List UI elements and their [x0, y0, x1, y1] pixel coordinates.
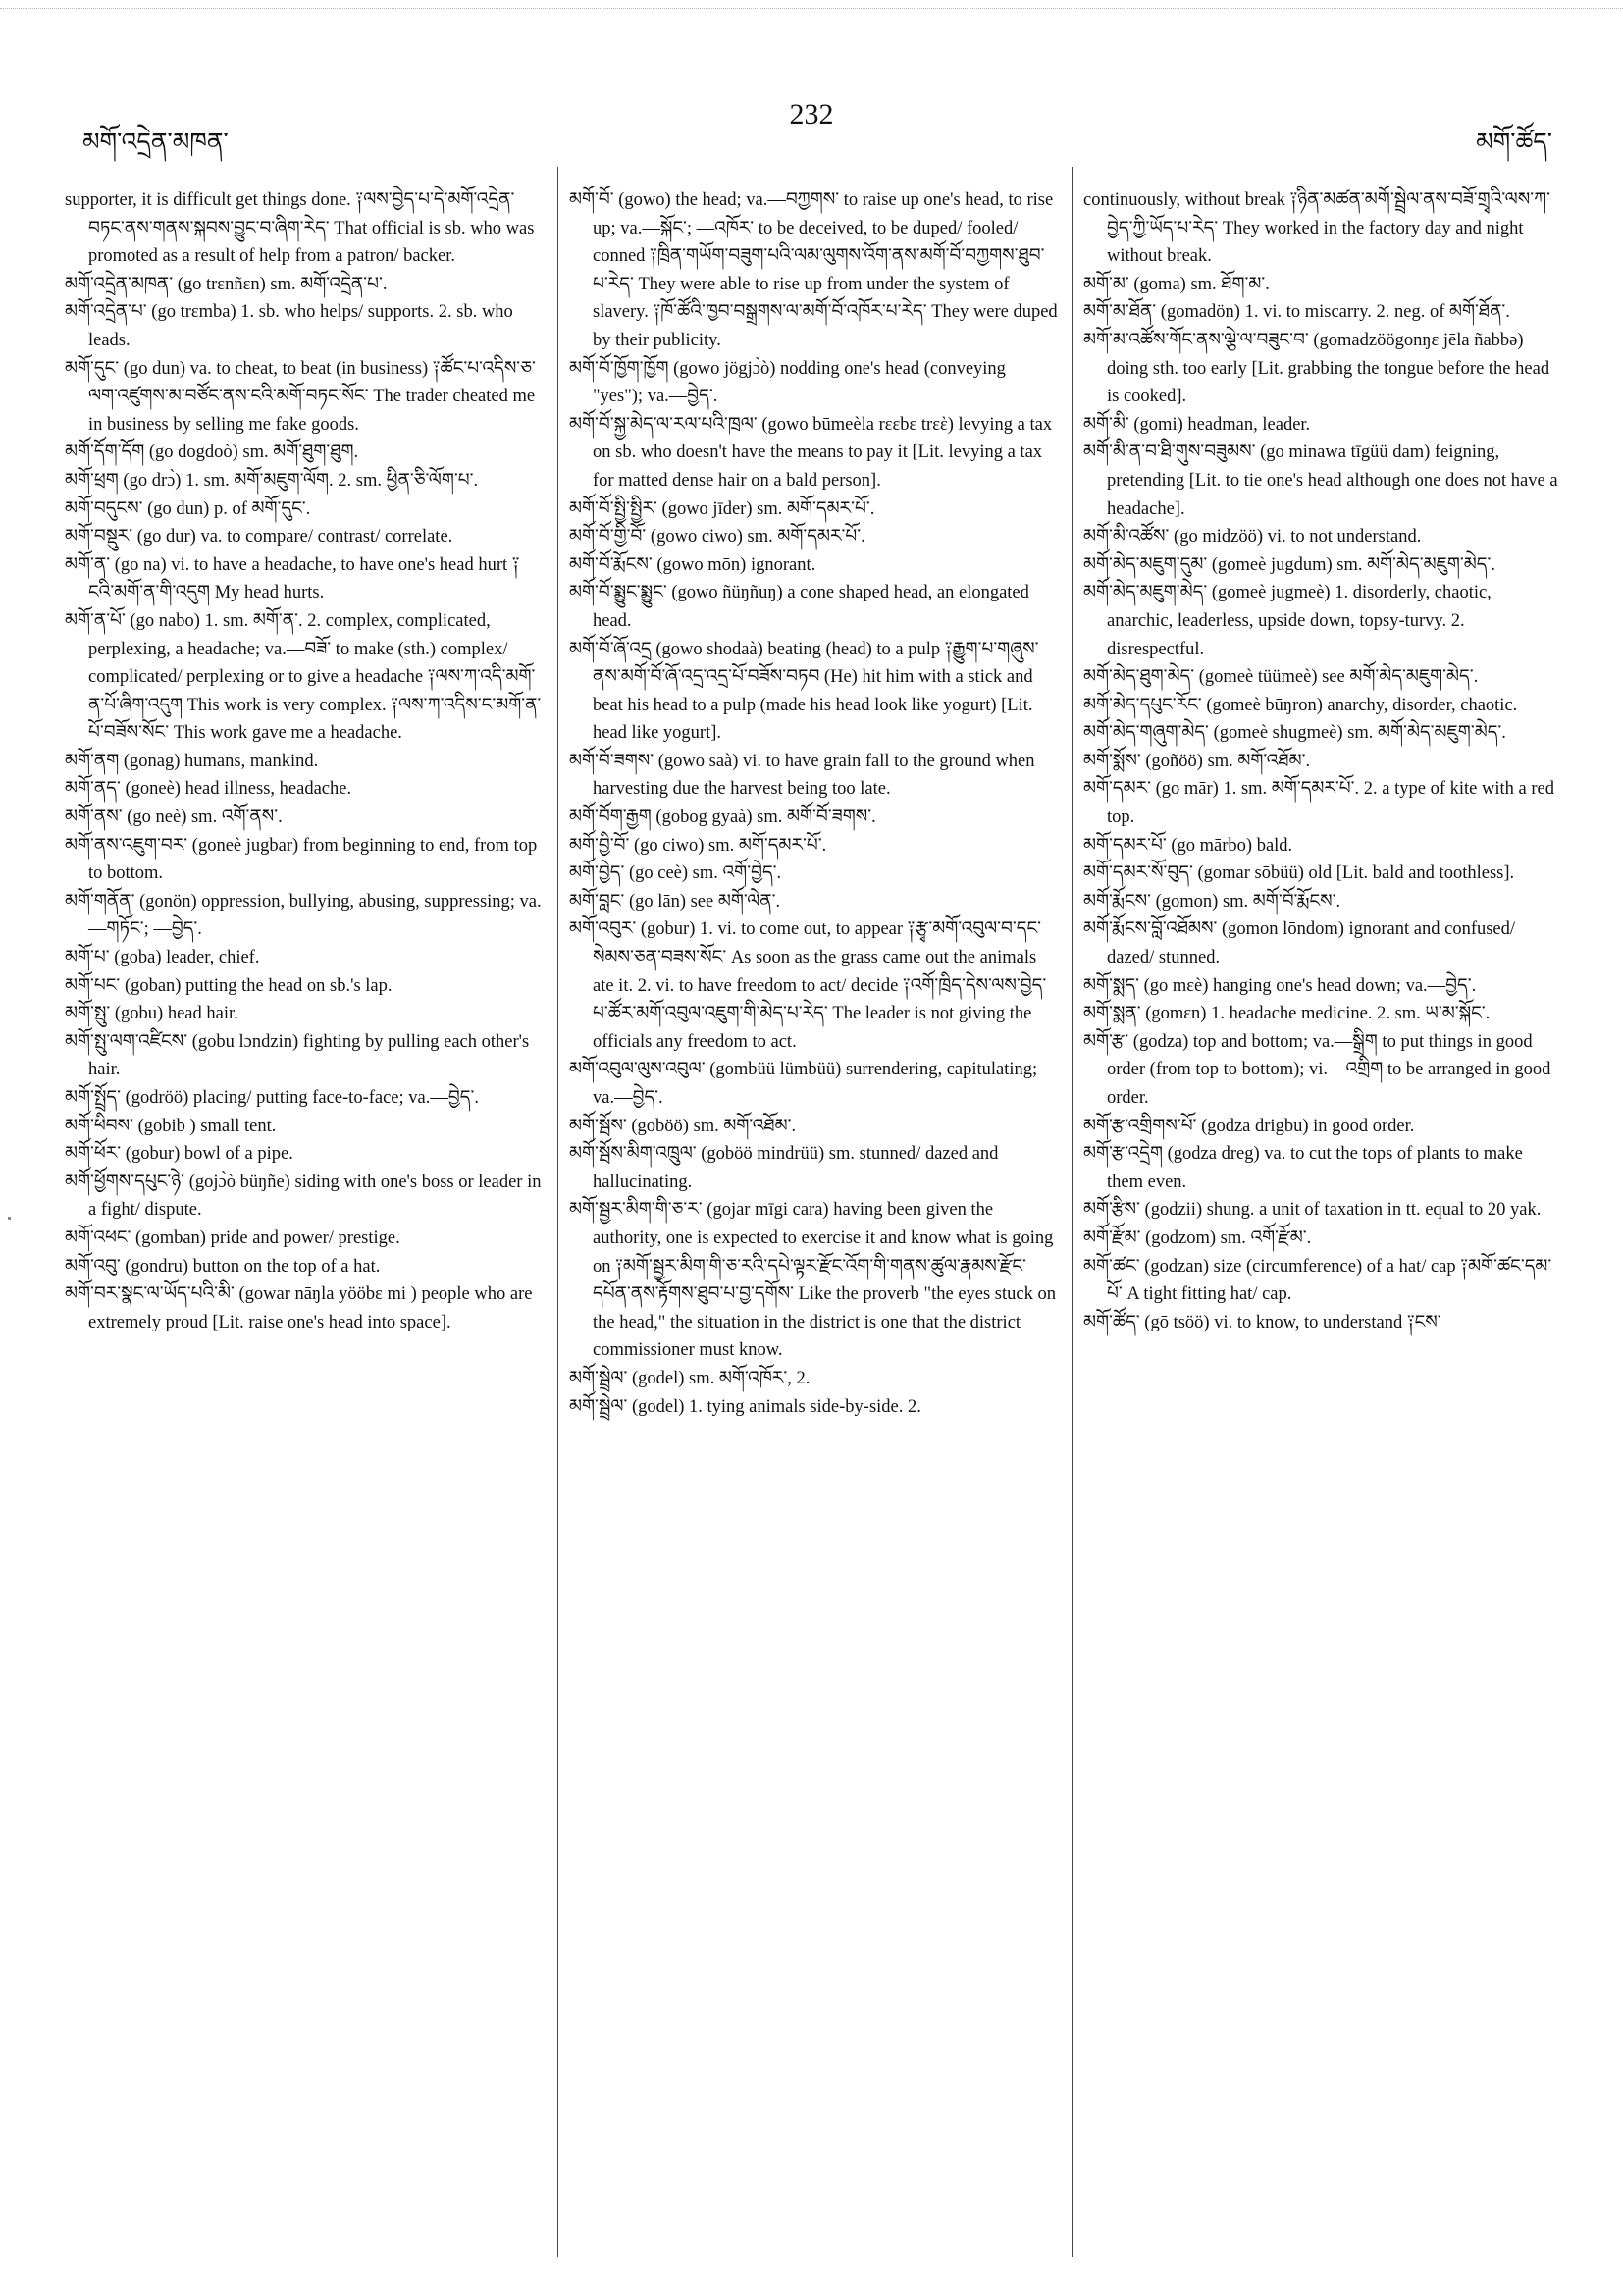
dictionary-entry: མགོ་བོ་རྨོངས་ (gowo mōn) ignorant. — [569, 554, 816, 575]
dictionary-entry: མགོ་སྨོས་ (goñöö) sm. མགོ་འཐོམ་. — [1083, 751, 1311, 771]
dictionary-entry: མགོ་བྱེད་ (go ceè) sm. འགོ་བྱེད་. — [569, 863, 782, 884]
dictionary-entry: མགོ་འདྲེན་མཁན་ (go trεnñεn) sm. མགོ་འདྲེན་པ་. — [65, 274, 388, 294]
dictionary-entry: མགོ་རྨོངས་ (gomon) sm. མགོ་བོ་རྨོངས་. — [1083, 891, 1341, 912]
dictionary-entry: མགོ་རྨོངས་བློ་འཐོམས་ (gomon lōndom) ignorant and confused/ dazed/ stunned. — [1083, 919, 1516, 968]
dictionary-entry: མགོ་སྨད་ (go mεè) hanging one's head down; va.—བྱེད་. — [1083, 975, 1477, 996]
dictionary-entry: མགོ་མེད་དཔུང་རོང་ (gomeè būŋron) anarchy, disorder, chaotic. — [1083, 695, 1518, 715]
dictionary-entry: མགོ་རྩ་ (godza) top and bottom; va.—སྒྲིག to put things in good order (from top to bottom); vi.—འགྲིག to be arranged in good order. — [1083, 1031, 1551, 1108]
dictionary-entry: མགོ་བར་སྣང་ལ་ཡོད་པའི་མི་ (gowar nāŋla yööbε mi ) people who are extremely proud [Lit. raise one's head into space]. — [65, 1284, 533, 1332]
dictionary-entry: མགོ་སྦོས་ (goböö) sm. མགོ་འཐོམ་. — [569, 1116, 797, 1136]
dictionary-entry: supporter, it is difficult get things done. ༑ལས་བྱེད་པ་དེ་མགོ་འདྲེན་བཏང་ནས་གནས་སྐབས་བྱུང་བ་ཞིག་རེད་ That official is sb. who was promoted as a result of help from a patron/ backer. — [65, 190, 535, 267]
dictionary-entry: མགོ་བོ་ཞོ་འདྲ (gowo shodaà) beating (head) to a pulp ༑རྒྱུག་པ་གཞུས་ནས་མགོ་བོ་ཞོ་འདྲ་འདྲ་པོ་བཟོས་བཏབ (He) hit him with a stick and beat his head to a pulp (made his head look like yogurt) [Lit. head like yogurt]. — [569, 639, 1039, 744]
column-right — [1083, 186, 1560, 2227]
dictionary-entry: མགོ་དམར་སོ་བུད་ (gomar sōbüü) old [Lit. bald and toothless]. — [1083, 863, 1515, 884]
dictionary-entry: མགོ་སྤུ་ (gobu) head hair. — [65, 1004, 238, 1024]
dictionary-entry: མགོ་ཕྱོགས་དཔུང་ཉེ་ (gojɔ̀ò büŋñe) siding with one's boss or leader in a fight/ dispute. — [65, 1172, 542, 1221]
dictionary-entry: མགོ་འདྲེན་པ་ (go trεmba) 1. sb. who helps/ supports. 2. sb. who leads. — [65, 302, 513, 350]
right-running-head: མགོ་ཚོད་ — [1476, 128, 1552, 156]
dictionary-entry: མགོ་མི་ན་བ་ཐི་གུས་བཟུམས་ (go minawa tīgüü dam) feigning, pretending [Lit. to tie one's head although one does not have a headache]. — [1083, 443, 1558, 519]
column-divider — [557, 167, 558, 2257]
dictionary-entry: མགོ་སྦྱར་མིག་གི་ཅ་ར་ (gojar mīgi cara) having been given the authority, one is expected to exercise it and know what is going on ༑མགོ་སྦྱར་མིག་གི་ཅ་རའི་དཔེ་ལྟར་རྫོང་འོག་གི་གནས་ཚུལ་རྣམས་རྫོང་དཔོན་ནས་རྟོགས་ཐུབ་པ་བྱ་དགོས་ Like the proverb "the eyes stuck on the head," the situation in the district is one that the district commissioner must know. — [569, 1200, 1056, 1361]
dictionary-entry: མགོ་མེད་ཐུག་མེད་ (gomeè tüümeè) see མགོ་མེད་མཇུག་མེད་. — [1083, 667, 1479, 688]
dictionary-entry: མགོ་མི་འཚོས་ (go midzöö) vi. to not understand. — [1083, 527, 1422, 548]
dictionary-entry: མགོ་མེད་མཇུག་མེད་ (gomeè jugmeè) 1. disorderly, chaotic, anarchic, leaderless, upside down, topsy-turvy. 2. disrespectful. — [1083, 583, 1492, 659]
left-running-head: མགོ་འདྲེན་མཁན་ — [82, 128, 229, 156]
scan-noise — [0, 8, 1623, 13]
dictionary-entry: མགོ་བོག་རྒྱག (gobog gyaà) sm. མགོ་བོ་ཟགས་. — [569, 808, 876, 828]
dictionary-entry: མགོ་ནག (gonag) humans, mankind. — [65, 751, 319, 771]
dictionary-entry: མགོ་ནས་ (go neè) sm. འགོ་ནས་. — [65, 808, 283, 828]
dictionary-entry: མགོ་མེད་མཇུག་དུམ་ (gomeè jugdum) sm. མགོ་མེད་མཇུག་མེད་. — [1083, 554, 1495, 575]
dictionary-entry: མགོ་རྫོམ་ (godzom) sm. འགོ་རྫོམ་. — [1083, 1227, 1312, 1248]
dictionary-entry: མགོ་དོག་དོག (go dogdoò) sm. མགོ་ཐུག་ཐུག. — [65, 443, 359, 463]
dictionary-entry: མགོ་སྦྲེལ་ (godel) sm. མགོ་འཁོར་, 2. — [569, 1368, 811, 1388]
dictionary-entry: མགོ་བོ་སྨྱུང་སྨྱུང་ (gowo ñüŋñuŋ) a cone shaped head, an elongated head. — [569, 583, 1029, 631]
dictionary-entry: མགོ་རྩ་འགྲིགས་པོ་ (godza drigbu) in good order. — [1083, 1116, 1415, 1136]
scan-mark — [8, 1217, 11, 1220]
column-divider — [1072, 167, 1073, 2257]
dictionary-entry: མགོ་མ་ཐོན་ (gomadön) 1. vi. to miscarry. 2. neg. of མགོ་ཐོན་. — [1083, 302, 1510, 323]
dictionary-entry: མགོ་འབུ་ (gondru) button on the top of a hat. — [65, 1256, 381, 1277]
dictionary-entry: མགོ་སྦོས་མིག་འཁྲུལ་ (goböö mindrüü) sm. stunned/ dazed and hallucinating. — [569, 1144, 999, 1192]
dictionary-entry: མགོ་འབུར་ (gobur) 1. vi. to come out, to appear ༑རྩྭ་མགོ་འབུལ་བ་དང་སེམས་ཅན་བཟས་སོང་ As soon as the grass came out the animals ate it. 2. vi. to have freedom to act/ decide ༑འགོ་ཁྲིད་དེས་ལས་བྱེད་པ་ཚོར་མགོ་འབུལ་འཇུག་གི་མེད་པ་རེད་ The leader is not giving the officials any freedom to act. — [569, 919, 1047, 1052]
dictionary-entry: མགོ་བོ་ཁྱོག་ཁྱོག (gowo jögjɔ̀ò) nodding one's head (conveying "yes"); va.—བྱེད་. — [569, 358, 1006, 407]
column-left — [65, 186, 544, 2227]
dictionary-entry: མགོ་མི་ (gomi) headman, leader. — [1083, 414, 1311, 435]
dictionary-entry: མགོ་བོ་སྤྱི་སྤྱིར་ (gowo jīder) sm. མགོ་དམར་པོ་. — [569, 498, 875, 519]
dictionary-entry: མགོ་པང་ (goban) putting the head on sb.'s lap. — [65, 975, 393, 996]
dictionary-entry: མགོ་ན་པོ་ (go nabo) 1. sm. མགོ་ན་. 2. complex, complicated, perplexing, a headache; va.—བཟོ་ to make (sth.) complex/ complicated/ perplexing or to give a headache ༑ལས་ཀ་འདི་མགོ་ན་པོ་ཞིག་འདུག This work is very complex. ༑ལས་ཀ་འདིས་ང་མགོ་ན་པོ་བཟོས་སོང་ This work gave me a headache. — [65, 610, 542, 744]
dictionary-entry: མགོ་ཕོར་ (gobur) bowl of a pipe. — [65, 1144, 293, 1165]
dictionary-entry: མགོ་བོ་ཟགས་ (gowo saà) vi. to have grain fall to the ground when harvesting due the harvest being too late. — [569, 751, 1035, 800]
column-middle — [569, 186, 1060, 2227]
dictionary-entry: མགོ་དུང་ (go dun) va. to cheat, to beat (in business) ༑ཚོང་པ་འདིས་ཅ་ལག་འཛུགས་མ་བཙོང་ནས་ངའི་མགོ་བཏང་སོང་ The trader cheated me in business by selling me fake goods. — [65, 358, 536, 435]
dictionary-entry: མགོ་དམར་ (go mār) 1. sm. མགོ་དམར་པོ་. 2. a type of kite with a red top. — [1083, 779, 1554, 828]
dictionary-entry: མགོ་སྤུ་ལག་འཛིངས་ (gobu lɔndzin) fighting by pulling each other's hair. — [65, 1031, 530, 1080]
dictionary-entry: continuously, without break ༑ཉིན་མཚན་མགོ་སྦྲེལ་ནས་བཟོ་གྲྭའི་ལས་ཀ་བྱེད་ཀྱི་ཡོད་པ་རེད་ They worked in the factory day and night without break. — [1083, 190, 1551, 267]
dictionary-entry: མགོ་གནོན་ (gonön) oppression, bullying, abusing, suppressing; va.—གཏོང་; —བྱེད་. — [65, 891, 542, 940]
dictionary-entry: མགོ་སྨན་ (gomεn) 1. headache medicine. 2. sm. ཡ་མ་སྐོང་. — [1083, 1004, 1491, 1024]
dictionary-entry: མགོ་བོ་སྐྱ་མེད་ལ་རལ་པའི་ཁྲལ་ (gowo būmeèla rεεbε trεὲ) levying a tax on sb. who doesn't have the means to pay it [Lit. levying a tax for matted dense hair on a bald person]. — [569, 414, 1053, 491]
dictionary-entry: མགོ་འབུལ་ལུས་འབུལ་ (gombüü lümbüü) surrendering, capitulating; va.—བྱེད་. — [569, 1060, 1038, 1108]
dictionary-entry: མགོ་སྤྲོད་ (godröö) placing/ putting face-to-face; va.—བྱེད་. — [65, 1088, 479, 1108]
dictionary-entry: མགོ་འཕང་ (gomban) pride and power/ prestige. — [65, 1227, 400, 1248]
dictionary-entry: མགོ་ནད་ (goneè) head illness, headache. — [65, 779, 352, 800]
dictionary-entry: མགོ་རྩ་འདྲེག (godza dreg) va. to cut the tops of plants to make them even. — [1083, 1144, 1523, 1192]
dictionary-entry: མགོ་མ་འཚོས་གོང་ནས་ལྕེ་ལ་བཟུང་བ་ (gomadzöögonŋε jēla ñabbə) doing sth. too early [Lit. grabbing the tongue before the head is cooked]. — [1083, 330, 1550, 407]
dictionary-entry: མགོ་ནས་འཇུག་བར་ (goneè jugbar) from beginning to end, from top to bottom. — [65, 835, 538, 884]
dictionary-entry: མགོ་ཚོད་ (gō tsöö) vi. to know, to understand ༑ངས་ — [1083, 1312, 1441, 1332]
page-number: 232 — [789, 98, 834, 130]
dictionary-entry: མགོ་བདུངས་ (go dun) p. of མགོ་དུང་. — [65, 498, 311, 519]
dictionary-entry: མགོ་མ་ (goma) sm. ཐོག་མ་. — [1083, 274, 1270, 294]
dictionary-entry: མགོ་དམར་པོ་ (go mārbo) bald. — [1083, 835, 1293, 856]
dictionary-entry: མགོ་པ་ (goba) leader, chief. — [65, 948, 260, 968]
dictionary-entry: མགོ་བསྡུར་ (go dur) va. to compare/ contrast/ correlate. — [65, 527, 453, 548]
dictionary-entry: མགོ་བྱི་བོ་ (go ciwo) sm. མགོ་དམར་པོ་. — [569, 835, 827, 856]
dictionary-entry: མགོ་ཚང་ (godzan) size (circumference) of a hat/ cap ༑མགོ་ཚང་དམ་པོ་ A tight fitting hat/ cap. — [1083, 1256, 1552, 1305]
dictionary-entry: མགོ་ན་ (go na) vi. to have a headache, to have one's head hurt ༑ངའི་མགོ་ན་གི་འདུག My head hurts. — [65, 554, 520, 603]
dictionary-entry: མགོ་བླང་ (go lān) see མགོ་ལེན་. — [569, 891, 781, 912]
dictionary-entry: མགོ་བོ་ (gowo) the head; va.—བཀྱགས་ to raise up one's head, to rise up; va.—སྐོང་; —འཁོར་ to be deceived, to be duped/ fooled/ conned ༑ཁྲིན་གཡོག་བཟུག་པའི་ལམ་ལུགས་འོག་ནས་མགོ་བོ་བཀྱགས་ཐུབ་པ་རེད་ They were able to rise up from under the system of slavery. ༑ཁོ་ཚོའི་ཁྱབ་བསྒྲགས་ལ་མགོ་བོ་འཁོར་པ་རེད་ They were duped by their publicity. — [569, 190, 1058, 350]
dictionary-entry: མགོ་བོ་གྱི་བོ་ (gowo ciwo) sm. མགོ་དམར་པོ་. — [569, 527, 865, 548]
dictionary-entry: མགོ་མེད་གཞུག་མེད་ (gomeè shugmeè) sm. མགོ་མེད་མཇུག་མེད་. — [1083, 723, 1506, 744]
dictionary-entry: མགོ་ཕྲག (go drɔ̀) 1. sm. མགོ་མཇུག་ལོག. 2. sm. ཕྱིན་ཅི་ལོག་པ་. — [65, 470, 479, 491]
dictionary-entry: མགོ་སྦྲེལ་ (godel) 1. tying animals side-by-side. 2. — [569, 1396, 921, 1417]
dictionary-entry: མགོ་རྩིས་ (godzii) shung. a unit of taxation in tt. equal to 20 yak. — [1083, 1200, 1542, 1221]
dictionary-entry: མགོ་ཕིབས་ (gobib ) small tent. — [65, 1116, 277, 1136]
